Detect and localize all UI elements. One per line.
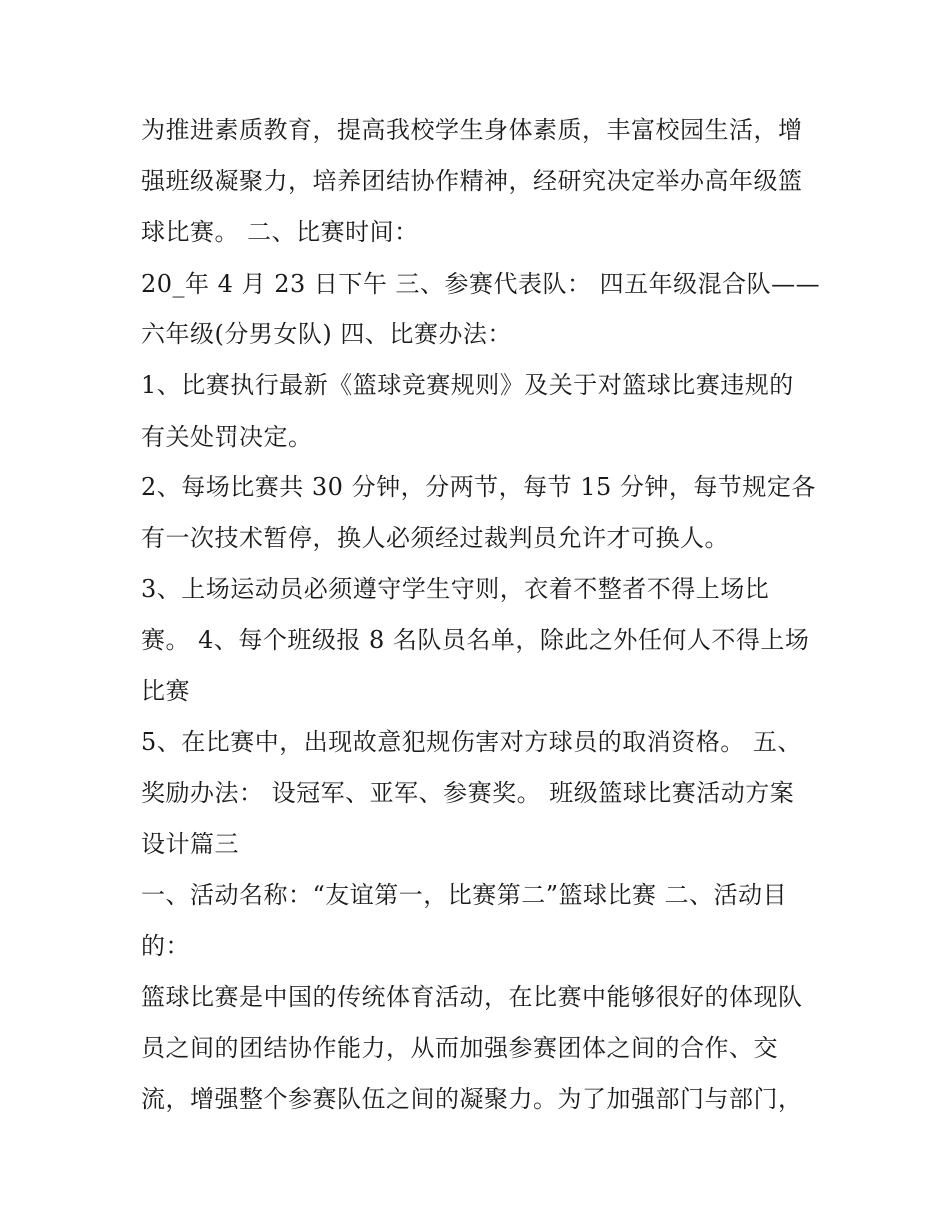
- paragraph-line: 奖励办法： 设冠军、亚军、参赛奖。 班级篮球比赛活动方案: [141, 779, 795, 807]
- paragraph-line: 强班级凝聚力，培养团结协作精神，经研究决定举办高年级篮: [141, 167, 803, 195]
- paragraph-line: 比赛: [141, 677, 190, 705]
- paragraph-line: 一、活动名称：“友谊第一，比赛第二”篮球比赛 二、活动目: [141, 881, 788, 909]
- paragraph-line: 为推进素质教育，提高我校学生身体素质，丰富校园生活，增: [141, 116, 803, 144]
- paragraph-line: 有关处罚决定。: [141, 423, 313, 451]
- paragraph-line: 赛。 4、每个班级报 8 名队员名单，除此之外任何人不得上场: [141, 626, 810, 654]
- paragraph-line: 1、比赛执行最新《篮球竞赛规则》及关于对篮球比赛违规的: [141, 371, 794, 399]
- paragraph-line: 2、每场比赛共 30 分钟，分两节，每节 15 分钟，每节规定各: [141, 473, 816, 501]
- paragraph-line: 六年级(分男女队) 四、比赛办法：: [141, 320, 512, 348]
- paragraph-line: 的：: [141, 932, 190, 960]
- paragraph-line: 球比赛。 二、比赛时间：: [141, 218, 419, 246]
- paragraph-line: 设计篇三: [141, 830, 239, 858]
- paragraph-line: 有一次技术暂停，换人必须经过裁判员允许才可换人。: [141, 524, 729, 552]
- paragraph-line: 3、上场运动员必须遵守学生守则，衣着不整者不得上场比: [141, 575, 770, 603]
- paragraph-line: 20_年 4 月 23 日下午 三、参赛代表队： 四五年级混合队——: [141, 270, 821, 298]
- paragraph-line: 篮球比赛是中国的传统体育活动，在比赛中能够很好的体现队: [141, 983, 803, 1011]
- paragraph-line: 5、在比赛中，出现故意犯规伤害对方球员的取消资格。 五、: [141, 728, 802, 756]
- paragraph-line: 员之间的团结协作能力，从而加强参赛团体之间的合作、交: [141, 1034, 778, 1062]
- paragraph-line: 流，增强整个参赛队伍之间的凝聚力。为了加强部门与部门，: [141, 1085, 803, 1113]
